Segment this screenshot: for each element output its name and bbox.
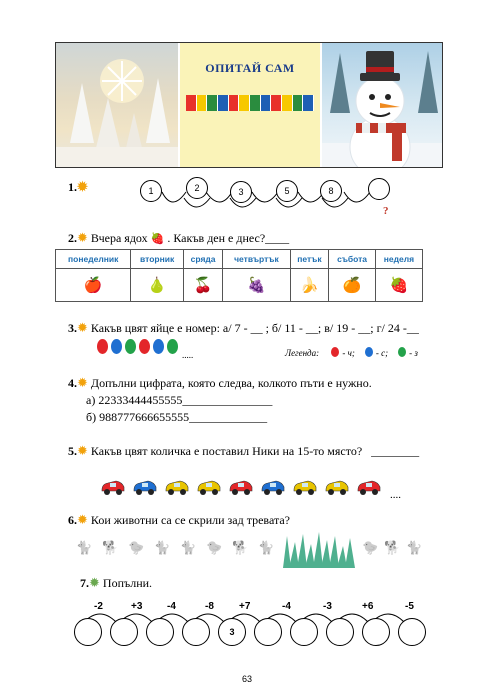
color-bar-segment xyxy=(218,95,229,111)
operation-label: -3 xyxy=(323,601,332,612)
color-bar-segment xyxy=(282,95,293,111)
day-header-cell: събота xyxy=(329,250,376,269)
day-header-cell: понеделник xyxy=(56,250,131,269)
animal-icon: 🐈 xyxy=(258,540,275,555)
question-mark: ? xyxy=(383,205,389,217)
animal-icon: 🐕 xyxy=(232,540,249,555)
operation-label: -4 xyxy=(282,601,291,612)
answer-circle[interactable] xyxy=(398,618,426,646)
sequence-circle[interactable]: 1 xyxy=(140,180,162,202)
q5-line: 5.✹ Какъв цвят количка е поставил Ники на 15-то място? ________ xyxy=(68,443,420,458)
operation-label: -5 xyxy=(405,601,414,612)
day-header-cell: четвъртък xyxy=(223,250,290,269)
color-bar-segment xyxy=(293,95,304,111)
sun-icon: ✹ xyxy=(77,375,88,390)
header-banner xyxy=(55,42,443,168)
fruits-row xyxy=(56,269,423,302)
egg-icon xyxy=(125,339,136,354)
color-bar xyxy=(186,95,314,111)
answer-circle[interactable] xyxy=(74,618,102,646)
color-bar-segment xyxy=(239,95,250,111)
sun-icon: ✹ xyxy=(77,443,88,458)
day-header-cell: неделя xyxy=(375,250,422,269)
days-header-row xyxy=(56,250,423,269)
snowman-image xyxy=(322,43,442,167)
toy-car-icon xyxy=(164,478,190,496)
q1-number: 1.✹ xyxy=(68,179,88,194)
toy-car-icon xyxy=(324,478,350,496)
operation-label: +7 xyxy=(239,601,251,612)
operation-label: +6 xyxy=(362,601,374,612)
color-bar-segment xyxy=(271,95,282,111)
sun-icon: ✹ xyxy=(77,320,88,335)
animal-icon: 🐤 xyxy=(362,540,379,555)
q5-answer-blank[interactable]: ________ xyxy=(371,444,420,458)
animal-icon: 🐈 xyxy=(76,540,93,555)
color-bar-segment xyxy=(207,95,218,111)
toy-car-icon xyxy=(132,478,158,496)
sun-icon: ✹ xyxy=(77,179,88,194)
winter-trees-icon xyxy=(56,43,178,167)
sequence-circle[interactable] xyxy=(368,178,390,200)
legend-item xyxy=(365,348,388,358)
fruit-cell[interactable]: 🍓 xyxy=(375,269,422,302)
legend-text: - з xyxy=(409,348,418,358)
color-dot-icon xyxy=(365,347,373,357)
day-header-cell: сряда xyxy=(183,250,222,269)
toy-car-icon xyxy=(228,478,254,496)
fruit-cell[interactable]: 🍎 xyxy=(56,269,131,302)
fruit-cell[interactable]: 🍒 xyxy=(183,269,222,302)
q3-ellipsis: ..... xyxy=(182,350,194,360)
operation-label: +3 xyxy=(131,601,143,612)
answer-circle[interactable] xyxy=(290,618,318,646)
sequence-circle[interactable]: 8 xyxy=(320,180,342,202)
animal-icon: 🐈 xyxy=(154,540,171,555)
sequence-circle[interactable]: 5 xyxy=(276,180,298,202)
operation-label: -8 xyxy=(205,601,214,612)
q5-ellipsis: .... xyxy=(390,489,401,501)
winter-forest-image xyxy=(56,43,178,167)
legend-text: - ч; xyxy=(342,348,355,358)
color-dot-icon xyxy=(331,347,339,357)
q1-arcs xyxy=(140,178,400,218)
color-bar-segment xyxy=(197,95,208,111)
egg-icon xyxy=(97,339,108,354)
operation-label: -2 xyxy=(94,601,103,612)
color-bar-segment xyxy=(250,95,261,111)
egg-icon xyxy=(111,339,122,354)
grass-icon xyxy=(283,532,355,568)
animal-icon: 🐕 xyxy=(102,540,119,555)
legend-item xyxy=(331,348,355,358)
answer-circle[interactable] xyxy=(254,618,282,646)
sun-icon: ✹ xyxy=(77,512,88,527)
legend: Легенда: - ч; - с; - з xyxy=(285,348,418,358)
fruit-cell[interactable]: 🍌 xyxy=(290,269,329,302)
animal-icon: 🐤 xyxy=(206,540,223,555)
color-dot-icon xyxy=(398,347,406,357)
q3-line: 3.✹ Какъв цвят яйце е номер: а/ 7 - __ ; б/ 11 - __; в/ 19 - __; г/ 24 -__ xyxy=(68,320,419,335)
toy-car-icon xyxy=(196,478,222,496)
sequence-circle[interactable]: 3 xyxy=(230,181,252,203)
fruit-cell[interactable]: 🍐 xyxy=(131,269,184,302)
toy-car-icon xyxy=(100,478,126,496)
egg-icon xyxy=(139,339,150,354)
day-header-cell: петък xyxy=(290,250,329,269)
q6-line: 6.✹ Кои животни са се скрили зад тревата? xyxy=(68,512,291,527)
answer-circle[interactable] xyxy=(326,618,354,646)
sequence-circle[interactable]: 2 xyxy=(186,177,208,199)
page-number: 63 xyxy=(241,674,252,684)
animal-icon: 🐤 xyxy=(128,540,145,555)
fruit-cell[interactable]: 🍇 xyxy=(223,269,290,302)
fruit-cell[interactable]: 🍊 xyxy=(329,269,376,302)
page-title: ОПИТАЙ САМ xyxy=(205,61,295,75)
q2-line: 2.✹ Вчера ядох 🍓 . Какъв ден е днес?____ xyxy=(68,230,290,245)
sun-icon: ✹ xyxy=(89,575,100,590)
color-bar-segment xyxy=(303,95,314,111)
egg-icon xyxy=(153,339,164,354)
toy-car-icon xyxy=(292,478,318,496)
toy-car-icon xyxy=(260,478,286,496)
egg-icon xyxy=(167,339,178,354)
answer-circle[interactable] xyxy=(362,618,390,646)
legend-item xyxy=(398,348,418,358)
q7-line: 7.✹ Попълни. xyxy=(80,575,153,590)
color-bar-segment xyxy=(229,95,240,111)
legend-text: - с; xyxy=(375,348,389,358)
q4-row-b[interactable]: б) 988777666655555_____________ xyxy=(86,410,268,424)
color-bar-segment xyxy=(261,95,272,111)
sun-icon: ✹ xyxy=(77,230,88,245)
toy-car-icon xyxy=(356,478,382,496)
q4-row-a[interactable]: а) 22333444455555_______________ xyxy=(86,393,273,407)
color-bar-segment xyxy=(186,95,197,111)
days-table xyxy=(55,249,423,302)
title-box xyxy=(180,43,320,167)
snowman-icon xyxy=(322,43,442,167)
operation-label: -4 xyxy=(167,601,176,612)
animal-icon: 🐈 xyxy=(180,540,197,555)
animal-icon: 🐕 xyxy=(384,540,401,555)
animal-icon: 🐈 xyxy=(406,540,423,555)
strawberry-icon: 🍓 xyxy=(150,233,165,245)
answer-circle[interactable]: 3 xyxy=(218,618,246,646)
q4-line: 4.✹ Допълни цифрата, която следва, колкото пъти е нужно. xyxy=(68,375,372,390)
day-header-cell: вторник xyxy=(131,250,184,269)
answer-circle[interactable] xyxy=(146,618,174,646)
answer-circle[interactable] xyxy=(182,618,210,646)
answer-circle[interactable] xyxy=(110,618,138,646)
